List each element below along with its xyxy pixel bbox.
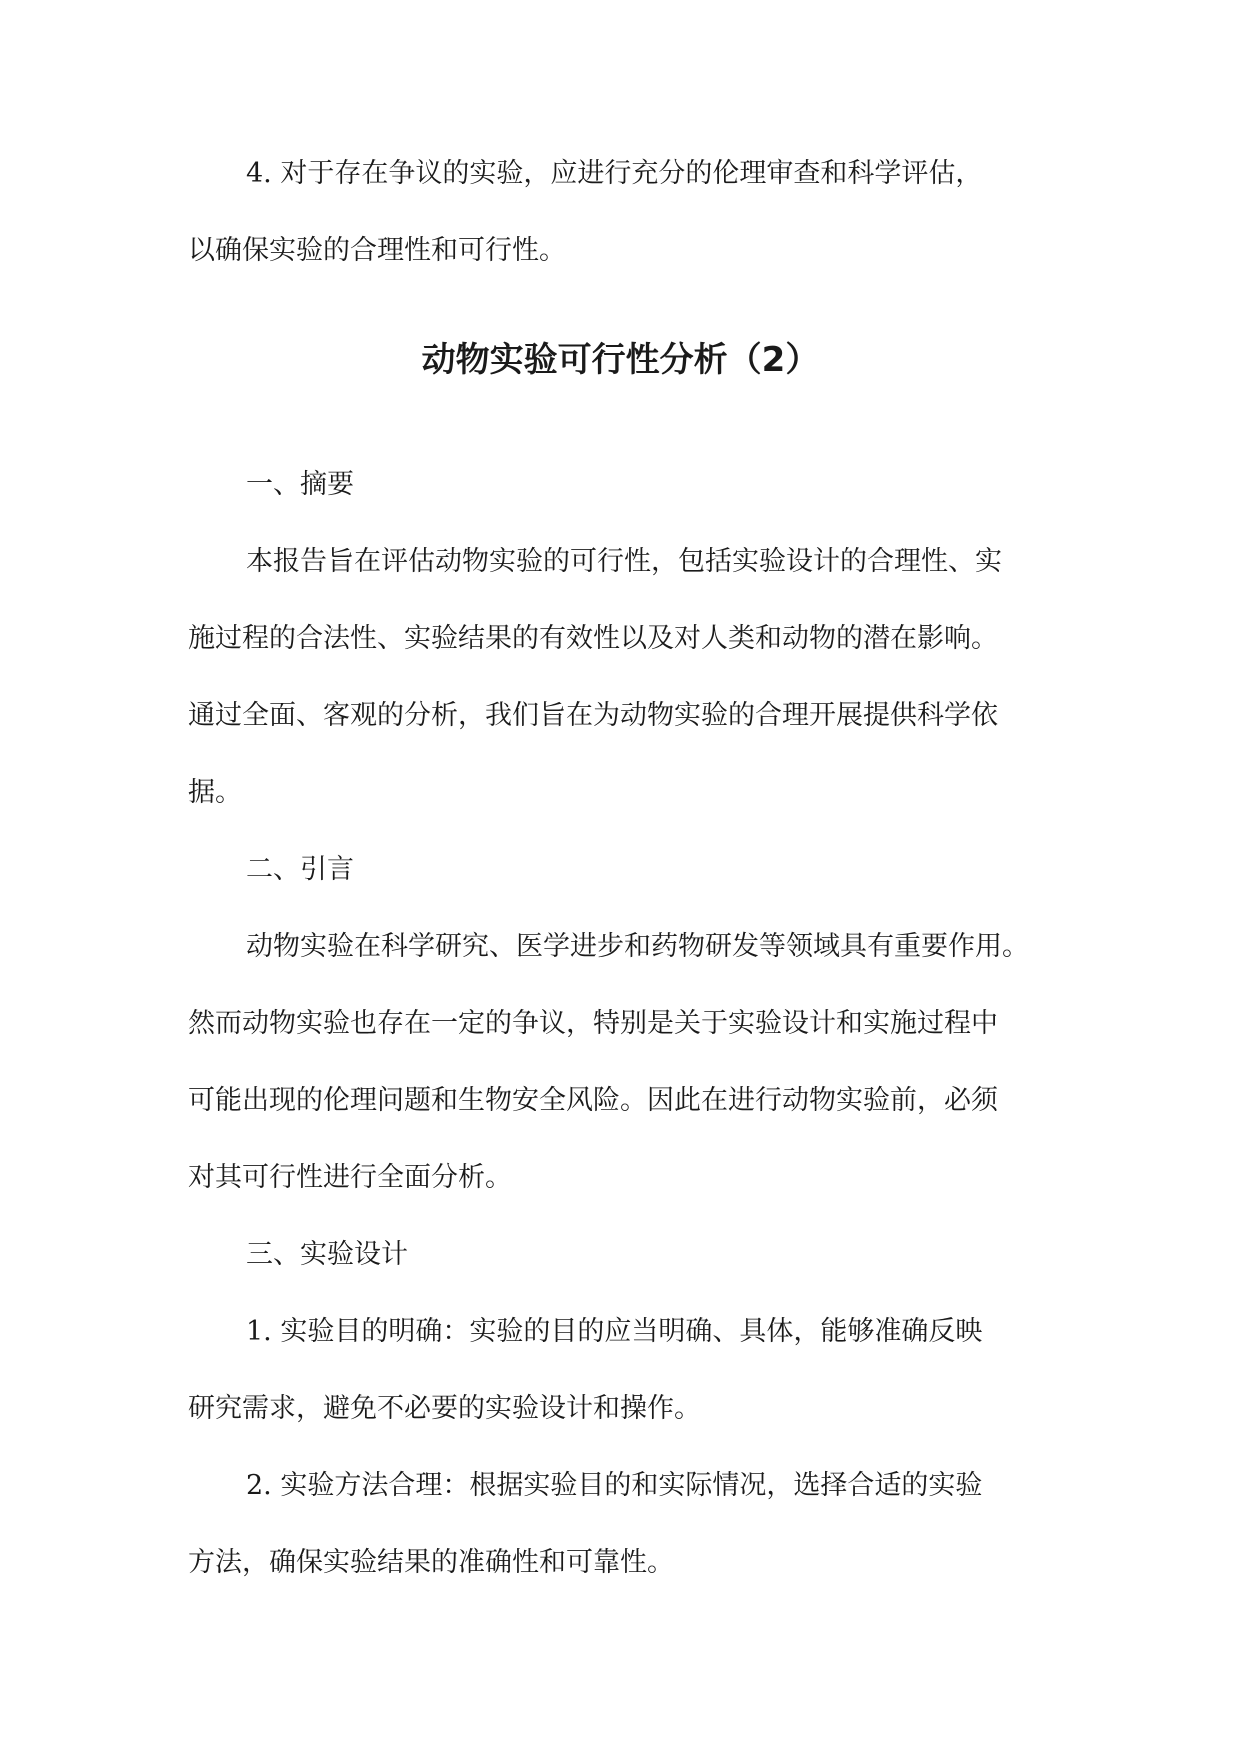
list-item-line: 方法，确保实验结果的准确性和可靠性。 [188,1547,674,1578]
document-body [188,446,1029,1601]
page-title: 动物实验可行性分析（2） [421,340,820,380]
continuation-paragraph [188,135,982,289]
paragraph-line: 4. 对于存在争议的实验，应进行充分的伦理审查和科学评估， [246,158,983,189]
list-item-line: 2. 实验方法合理：根据实验目的和实际情况，选择合适的实验 [246,1470,983,1501]
section-heading-abstract: 一、摘要 [246,469,354,500]
paragraph-line: 然而动物实验也存在一定的争议，特别是关于实验设计和实施过程中 [188,1008,998,1039]
list-item-line: 1. 实验目的明确：实验的目的应当明确、具体，能够准确反映 [246,1316,983,1347]
paragraph-line: 动物实验在科学研究、医学进步和药物研发等领域具有重要作用。 [246,931,1029,962]
paragraph-line: 据。 [188,777,242,808]
paragraph-line: 本报告旨在评估动物实验的可行性，包括实验设计的合理性、实 [246,546,1002,577]
paragraph-line: 可能出现的伦理问题和生物安全风险。因此在进行动物实验前，必须 [188,1085,998,1116]
section-heading-intro: 二、引言 [246,854,354,885]
list-item-line: 研究需求，避免不必要的实验设计和操作。 [188,1393,701,1424]
paragraph-line: 以确保实验的合理性和可行性。 [188,235,566,266]
section-heading-design: 三、实验设计 [246,1239,408,1270]
paragraph-line: 对其可行性进行全面分析。 [188,1162,512,1193]
paragraph-line: 施过程的合法性、实验结果的有效性以及对人类和动物的潜在影响。 [188,623,998,654]
paragraph-line: 通过全面、客观的分析，我们旨在为动物实验的合理开展提供科学依 [188,700,998,731]
